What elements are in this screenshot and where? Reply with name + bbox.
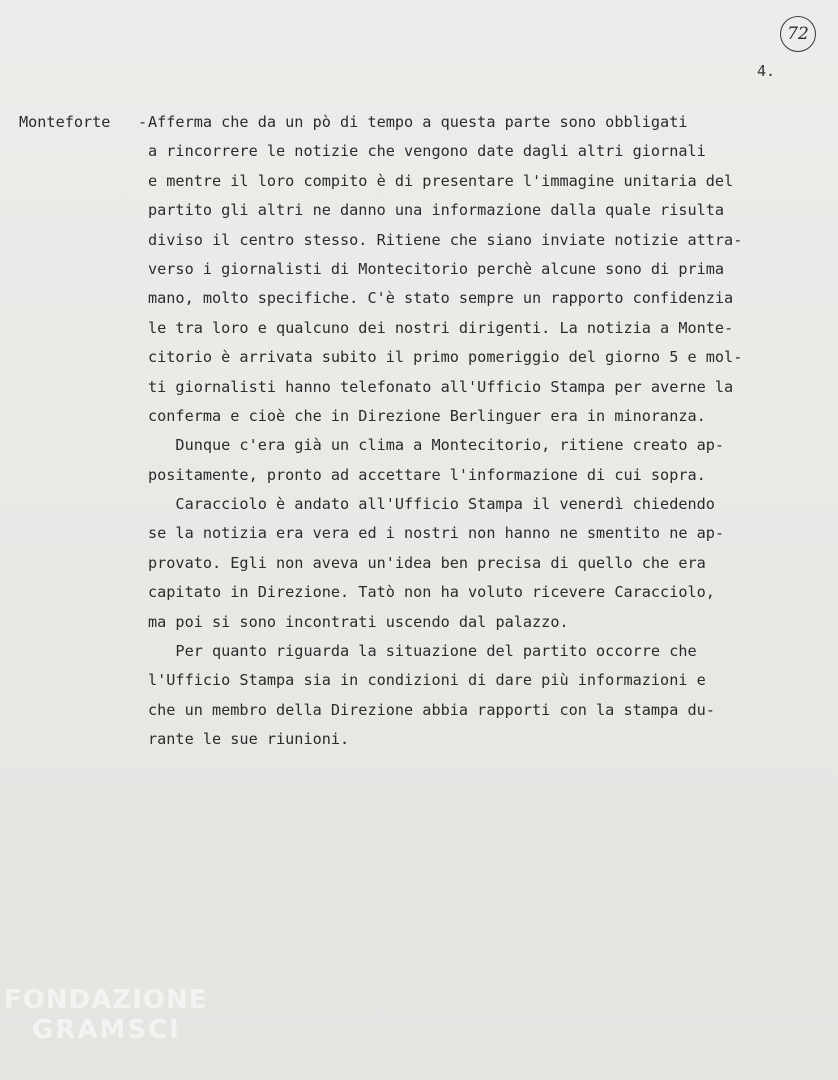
- paragraph-4: [148, 637, 788, 755]
- text-line: ti giornalisti hanno telefonato all'Ufficio Stampa per averne la: [148, 377, 734, 396]
- text-line: conferma e cioè che in Direzione Berlinguer era in minoranza.: [148, 406, 706, 425]
- speaker-name: Monteforte: [19, 113, 111, 131]
- watermark-logo-line-1: FONDAZIONE: [4, 985, 208, 1015]
- folio-number: 72: [787, 24, 809, 44]
- text-line: Dunque c'era già un clima a Montecitorio, ritiene creato ap-: [148, 436, 725, 455]
- paragraph-2: [148, 431, 788, 490]
- folio-number-stamp: [780, 16, 816, 52]
- text-line: diviso il centro stesso. Ritiene che siano inviate notizie attra-: [148, 230, 743, 249]
- text-line: le tra loro e qualcuno dei nostri dirigenti. La notizia a Monte-: [148, 318, 734, 337]
- text-line: rante le sue riunioni.: [148, 730, 350, 749]
- text-line: capitato in Direzione. Tatò non ha voluto ricevere Caracciolo,: [148, 583, 715, 602]
- text-line: l'Ufficio Stampa sia in condizioni di dare più informazioni e: [148, 671, 706, 690]
- watermark-logo-line-2: GRAMSCI: [32, 1015, 181, 1045]
- text-line: Per quanto riguarda la situazione del partito occorre che: [148, 642, 697, 661]
- archive-watermark-logo: [4, 985, 207, 1045]
- text-line: verso i giornalisti di Montecitorio perchè alcune sono di prima: [148, 259, 725, 278]
- text-line: citorio è arrivata subito il primo pomeriggio del giorno 5 e mol-: [148, 348, 743, 367]
- paragraph-1: [148, 108, 788, 431]
- text-line: positamente, pronto ad accettare l'informazione di cui sopra.: [148, 465, 706, 484]
- speaker-dash: -: [138, 113, 148, 131]
- text-line: che un membro della Direzione abbia rapporti con la stampa du-: [148, 700, 715, 719]
- text-line: mano, molto specifiche. C'è stato sempre un rapporto confidenzia: [148, 289, 734, 308]
- text-line: ma poi si sono incontrati uscendo dal palazzo.: [148, 612, 569, 631]
- text-line: se la notizia era vera ed i nostri non hanno ne smentito ne ap-: [148, 524, 725, 543]
- page-number: 4.: [757, 62, 776, 80]
- text-line: provato. Egli non aveva un'idea ben precisa di quello che era: [148, 553, 706, 572]
- text-line: Afferma che da un pò di tempo a questa parte sono obbligati: [148, 113, 688, 131]
- text-line: Caracciolo è andato all'Ufficio Stampa il venerdì chiedendo: [148, 495, 715, 514]
- minutes-body: [148, 108, 788, 755]
- text-line: a rincorrere le notizie che vengono date dagli altri giornali: [148, 142, 706, 161]
- text-line: partito gli altri ne danno una informazione dalla quale risulta: [148, 201, 725, 220]
- text-line: e mentre il loro compito è di presentare l'immagine unitaria del: [148, 171, 734, 190]
- paragraph-3: [148, 490, 788, 637]
